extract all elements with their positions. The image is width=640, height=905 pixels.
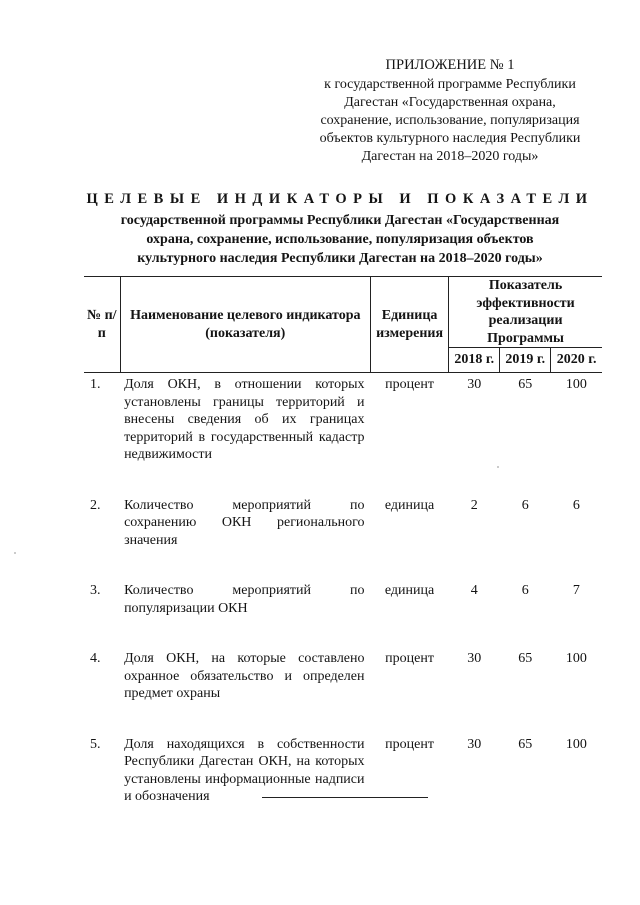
indicator-unit: единица: [384, 497, 435, 513]
row-number: 3.: [90, 583, 101, 598]
header-num: № п/п: [84, 277, 120, 373]
appendix-header: [300, 56, 600, 166]
value-2018: 2: [470, 497, 478, 513]
appendix-line: Дагестан на 2018–2020 годы»: [361, 149, 539, 164]
value-2018: 30: [467, 736, 482, 752]
indicator-unit: единица: [384, 583, 435, 598]
table-row: [84, 494, 602, 580]
table-row: [84, 733, 602, 806]
value-2019: 6: [521, 497, 529, 513]
indicator-name: Количество мероприятий по сохранению ОКН регионального значения: [124, 497, 365, 548]
value-2018: 4: [470, 583, 478, 598]
end-separator-line: [262, 797, 428, 798]
value-2020: 100: [565, 377, 587, 392]
document-title-line: охрана, сохранение, использование, популяризация объектов: [146, 232, 534, 247]
header-year: 2020 г.: [551, 348, 602, 373]
appendix-line: к государственной программе Республики: [324, 77, 576, 92]
appendix-line: объектов культурного наследия Республики: [319, 131, 581, 146]
document-title-spaced: ЦЕЛЕВЫЕ ИНДИКАТОРЫ И ПОКАЗАТЕЛИ: [86, 191, 594, 207]
value-2019: 65: [518, 377, 533, 392]
header-year: 2018 г.: [449, 348, 500, 373]
value-2019: 6: [521, 583, 529, 598]
table-row: [84, 579, 602, 647]
indicator-unit: процент: [385, 377, 434, 392]
indicator-name: Доля находящихся в собственности Республики Дагестан ОКН, на которых установлены информационные надписи и обозначения: [124, 736, 365, 804]
header-unit: Единица измерения: [371, 277, 449, 373]
document-title: [80, 190, 600, 268]
indicator-unit: процент: [385, 736, 434, 752]
table-row: [84, 647, 602, 733]
indicators-table: [84, 276, 602, 806]
row-number: 1.: [90, 377, 101, 392]
document-title-line: культурного наследия Республики Дагестан на 2018–2020 годы»: [137, 251, 543, 266]
value-2020: 100: [565, 651, 587, 666]
appendix-title: ПРИЛОЖЕНИЕ № 1: [385, 57, 515, 73]
indicator-name: Количество мероприятий по популяризации ОКН: [124, 583, 365, 616]
scan-speck: [497, 466, 499, 468]
indicator-name: Доля ОКН, в отношении которых установлены границы территорий и внесены сведения об их границах территорий в государственный кадастр недвижимости: [124, 377, 365, 462]
header-name: Наименование целевого индикатора (показателя): [120, 277, 370, 373]
row-number: 5.: [90, 736, 101, 752]
row-number: 2.: [90, 497, 101, 513]
value-2020: 100: [565, 736, 587, 752]
value-2019: 65: [518, 736, 533, 752]
row-number: 4.: [90, 651, 101, 666]
value-2018: 30: [467, 377, 482, 392]
scan-speck: [14, 552, 16, 554]
header-performance: Показатель эффективности реализации Программы: [449, 277, 602, 348]
appendix-line: Дагестан «Государственная охрана,: [344, 95, 556, 110]
header-year: 2019 г.: [500, 348, 551, 373]
value-2020: 7: [572, 583, 580, 598]
indicator-unit: процент: [385, 651, 434, 666]
indicator-name: Доля ОКН, на которые составлено охранное обязательство и определен предмет охраны: [124, 651, 365, 701]
value-2019: 65: [518, 651, 533, 666]
document-title-line: государственной программы Республики Дагестан «Государственная: [120, 213, 560, 228]
value-2018: 30: [467, 651, 482, 666]
appendix-line: сохранение, использование, популяризация: [320, 113, 580, 128]
table-row: [84, 373, 602, 494]
value-2020: 6: [572, 497, 580, 513]
